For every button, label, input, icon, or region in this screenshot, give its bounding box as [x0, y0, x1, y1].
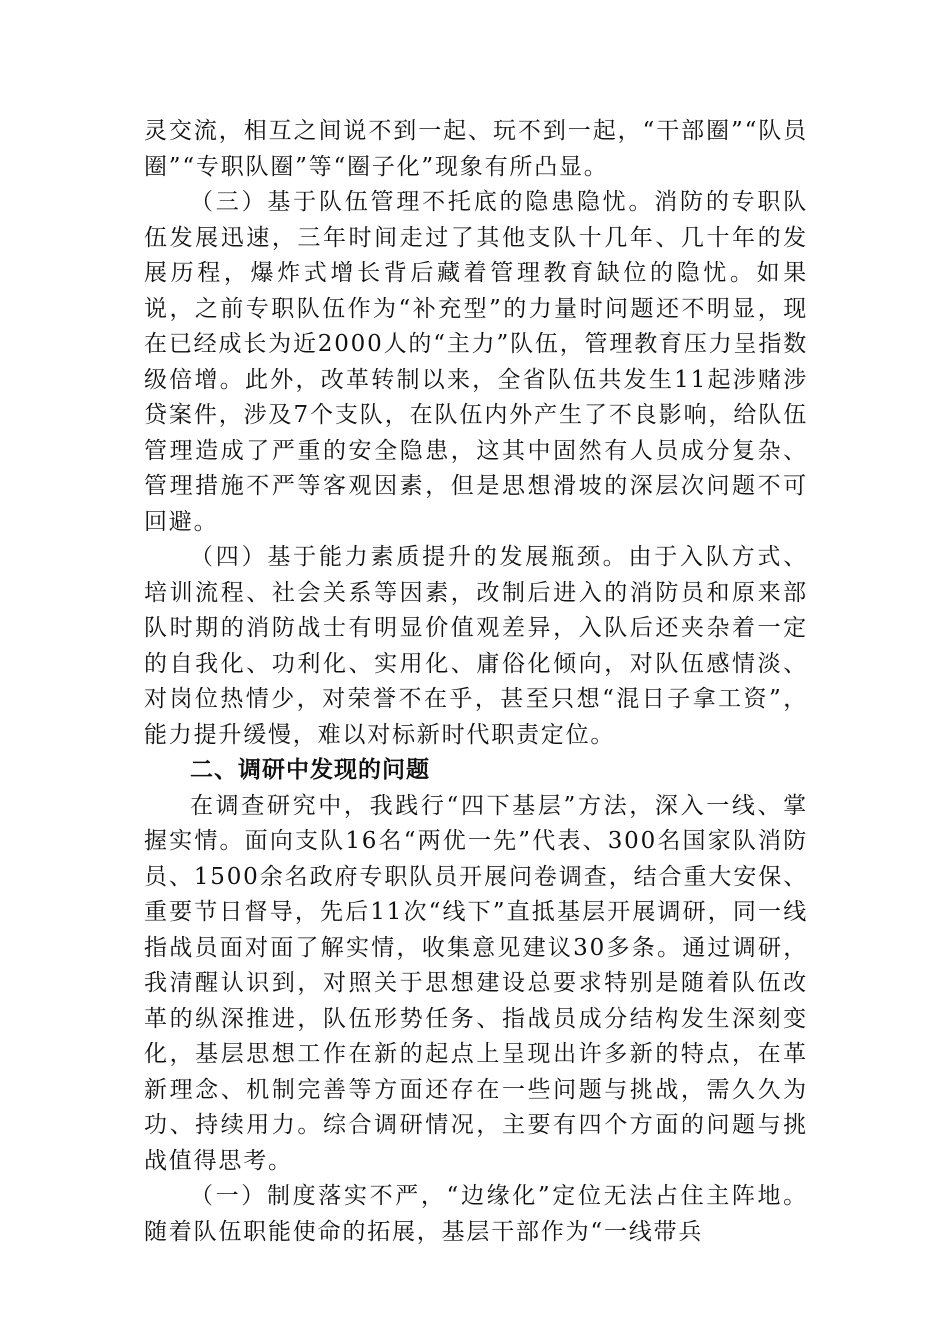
- document-body: [144, 114, 808, 1250]
- paragraph-section-three: （三）基于队伍管理不托底的隐患隐忧。消防的专职队伍发展迅速，三年时间走过了其他支队十几年、几十年的发展历程，爆炸式增长背后藏着管理教育缺位的隐忧。如果说，之前专职队伍作为“补充型”的力量时问题还不明显，现在已经成长为近2000人的“主力”队伍，管理教育压力呈指数级倍增。此外，改革转制以来，全省队伍共发生11起涉赌涉贷案件，涉及7个支队，在队伍内外产生了不良影响，给队伍管理造成了严重的安全隐患，这其中固然有人员成分复杂、管理措施不严等客观因素，但是思想滑坡的深层次问题不可回避。: [144, 189, 808, 535]
- paragraph-problem-one: （一）制度落实不严，“边缘化”定位无法占住主阵地。随着队伍职能使命的拓展，基层干部作为“一线带兵: [144, 1183, 808, 1245]
- section-heading: 二、调研中发现的问题: [190, 757, 430, 783]
- paragraph-section-four: （四）基于能力素质提升的发展瓶颈。由于入队方式、培训流程、社会关系等因素，改制后进入的消防员和原来部队时期的消防战士有明显价值观差异，入队后还夹杂着一定的自我化、功利化、实用化、庸俗化倾向，对队伍感情淡、对岗位热情少，对荣誉不在乎，甚至只想“混日子拿工资”，能力提升缓慢，难以对标新时代职责定位。: [144, 544, 808, 748]
- paragraph-research-findings: 在调查研究中，我践行“四下基层”方法，深入一线、掌握实情。面向支队16名“两优一先”代表、300名国家队消防员、1500余名政府专职队员开展问卷调查，结合重大安保、重要节日督导，先后11次“线下”直抵基层开展调研，同一线指战员面对面了解实情，收集意见建议30多条。通过调研，我清醒认识到，对照关于思想建设总要求特别是随着队伍改革的纵深推进，队伍形势任务、指战员成分结构发生深刻变化，基层思想工作在新的起点上呈现出许多新的特点，在革新理念、机制完善等方面还存在一些问题与挑战，需久久为功、持续用力。综合调研情况，主要有四个方面的问题与挑战值得思考。: [144, 792, 808, 1174]
- paragraph-continuation: 灵交流，相互之间说不到一起、玩不到一起，“干部圈”“队员圈”“专职队圈”等“圈子化”现象有所凸显。: [144, 118, 808, 180]
